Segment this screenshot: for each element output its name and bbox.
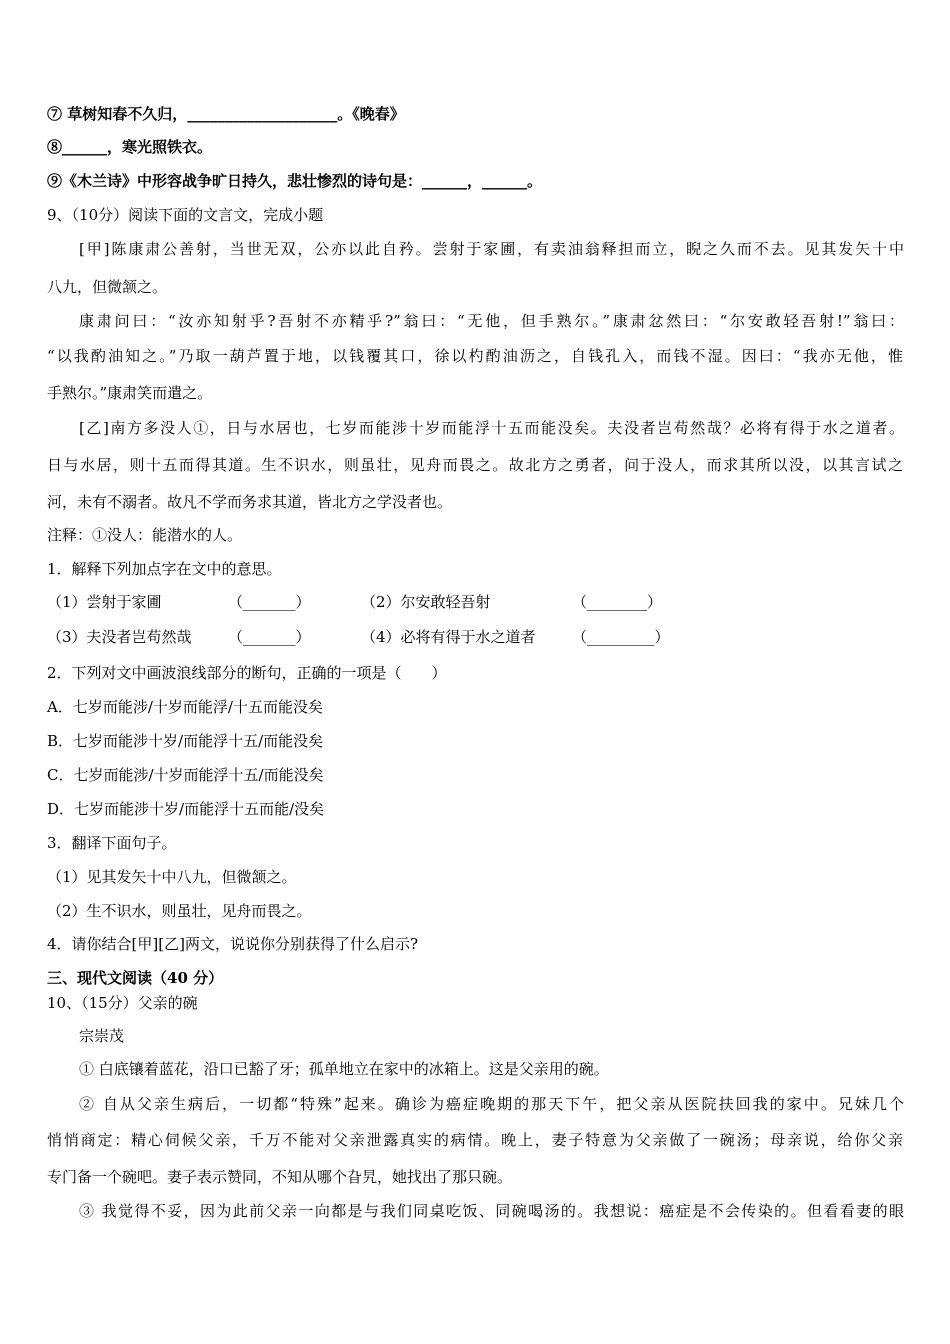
sub-question-3-stem: 3．翻译下面句子。 [47, 834, 177, 852]
q9-heading: 9、（10分）阅读下面的文言文，完成小题 [47, 206, 324, 224]
sub3-sentence-1: （1）见其发矢十中八九，但微颔之。 [47, 868, 297, 886]
jia-paragraph-1-line-1: [甲]陈康肃公善射，当世无双，公亦以此自矜。尝射于家圃，有卖油翁释担而立，睨之久而不去。见其发矢十中 [79, 240, 904, 258]
article-paragraph-1: ① 白底镶着蓝花，沿口已豁了牙；孤单地立在家中的冰箱上。这是父亲用的碗。 [79, 1060, 609, 1078]
poem-line-7: ⑦ 草树知春不久归，____________________。《晚春》 [47, 105, 405, 123]
poem-line-9: ⑨《木兰诗》中形容战争旷日持久，悲壮惨烈的诗句是：______，______。 [47, 172, 543, 190]
sub2-option-b[interactable]: B．七岁而能涉十岁/而能浮十五/而能没矣 [47, 732, 324, 750]
q10-heading: 10、（15分）父亲的碗 [47, 994, 198, 1012]
yi-paragraph-line-3: 河，未有不溺者。故凡不学而务求其道，皆北方之学没者也。 [47, 493, 453, 511]
sub-question-2-stem: 2．下列对文中画波浪线部分的断句，正确的一项是（ ） [47, 664, 447, 682]
sub1-item-2: （2）尔安敢轻吾射 [361, 593, 491, 611]
sub1-item-1-blank[interactable]: （_______） [228, 593, 311, 611]
section-3-heading: 三、现代文阅读（40 分） [47, 969, 224, 987]
jia-paragraph-2-line-3: 手熟尔。”康肃笑而遣之。 [47, 384, 213, 402]
sub1-item-3-blank[interactable]: （_______） [228, 628, 311, 646]
sub1-item-3: （3）夫没者岂苟然哉 [47, 628, 192, 646]
sub2-option-a[interactable]: A．七岁而能涉/十岁而能浮/十五而能没矣 [47, 698, 323, 716]
sub-question-1-stem: 1．解释下列加点字在文中的意思。 [47, 560, 282, 578]
sub3-sentence-2: （2）生不识水，则虽壮，见舟而畏之。 [47, 902, 312, 920]
jia-paragraph-1-line-2: 八九，但微颔之。 [47, 278, 168, 296]
article-paragraph-2-line-2: 悄悄商定：精心伺候父亲，千万不能对父亲泄露真实的病情。晚上，妻子特意为父亲做了一碗汤；母亲说，给你父亲 [47, 1131, 903, 1149]
poem-line-8: ⑧______，寒光照铁衣。 [47, 138, 213, 156]
sub1-item-4-blank[interactable]: （_________） [572, 628, 670, 646]
jia-paragraph-2-line-1: 康肃问曰：“汝亦知射乎?吾射不亦精乎?”翁曰：“无他，但手熟尔。”康肃忿然曰：“尔安敢轻吾射!”翁曰： [79, 312, 904, 330]
article-paragraph-2-line-3: 专门备一个碗吧。妻子表示赞同，不知从哪个旮旯，她找出了那只碗。 [47, 1168, 513, 1186]
article-paragraph-3-line-1: ③ 我觉得不妥，因为此前父亲一向都是与我们同桌吃饭、同碗喝汤的。我想说：癌症是不会传染的。但看看妻的眼 [79, 1202, 904, 1220]
yi-paragraph-line-1: [乙]南方多没人①，日与水居也，七岁而能涉十岁而能浮十五而能没矣。夫没者岂苟然哉？必将有得于水之道者。 [79, 419, 904, 437]
sub2-option-c[interactable]: C．七岁而能涉/十岁而能浮十五/而能没矣 [47, 766, 324, 784]
sub-question-4: 4．请你结合[甲][乙]两文，说说你分别获得了什么启示? [47, 935, 418, 953]
annotation-note: 注释：①没人：能潜水的人。 [47, 526, 243, 544]
jia-paragraph-2-line-2: “以我酌油知之。”乃取一葫芦置于地，以钱覆其口，徐以杓酌油沥之，自钱孔入，而钱不湿。因曰：“我亦无他，惟 [47, 347, 903, 365]
sub2-option-d[interactable]: D．七岁而能涉十岁/而能浮十五而能/没矣 [47, 800, 325, 818]
sub1-item-4: （4）必将有得于水之道者 [361, 628, 536, 646]
article-paragraph-2-line-1: ② 自从父亲生病后，一切都“特殊”起来。确诊为癌症晚期的那天下午，把父亲从医院扶回我的家中。兄妹几个 [79, 1095, 904, 1113]
article-author: 宗崇茂 [79, 1027, 125, 1045]
sub1-item-2-blank[interactable]: （________） [572, 593, 663, 611]
sub1-item-1: （1）尝射于家圃 [47, 593, 162, 611]
yi-paragraph-line-2: 日与水居，则十五而得其道。生不识水，则虽壮，见舟而畏之。故北方之勇者，问于没人，而求其所以没，以其言试之 [47, 456, 903, 474]
